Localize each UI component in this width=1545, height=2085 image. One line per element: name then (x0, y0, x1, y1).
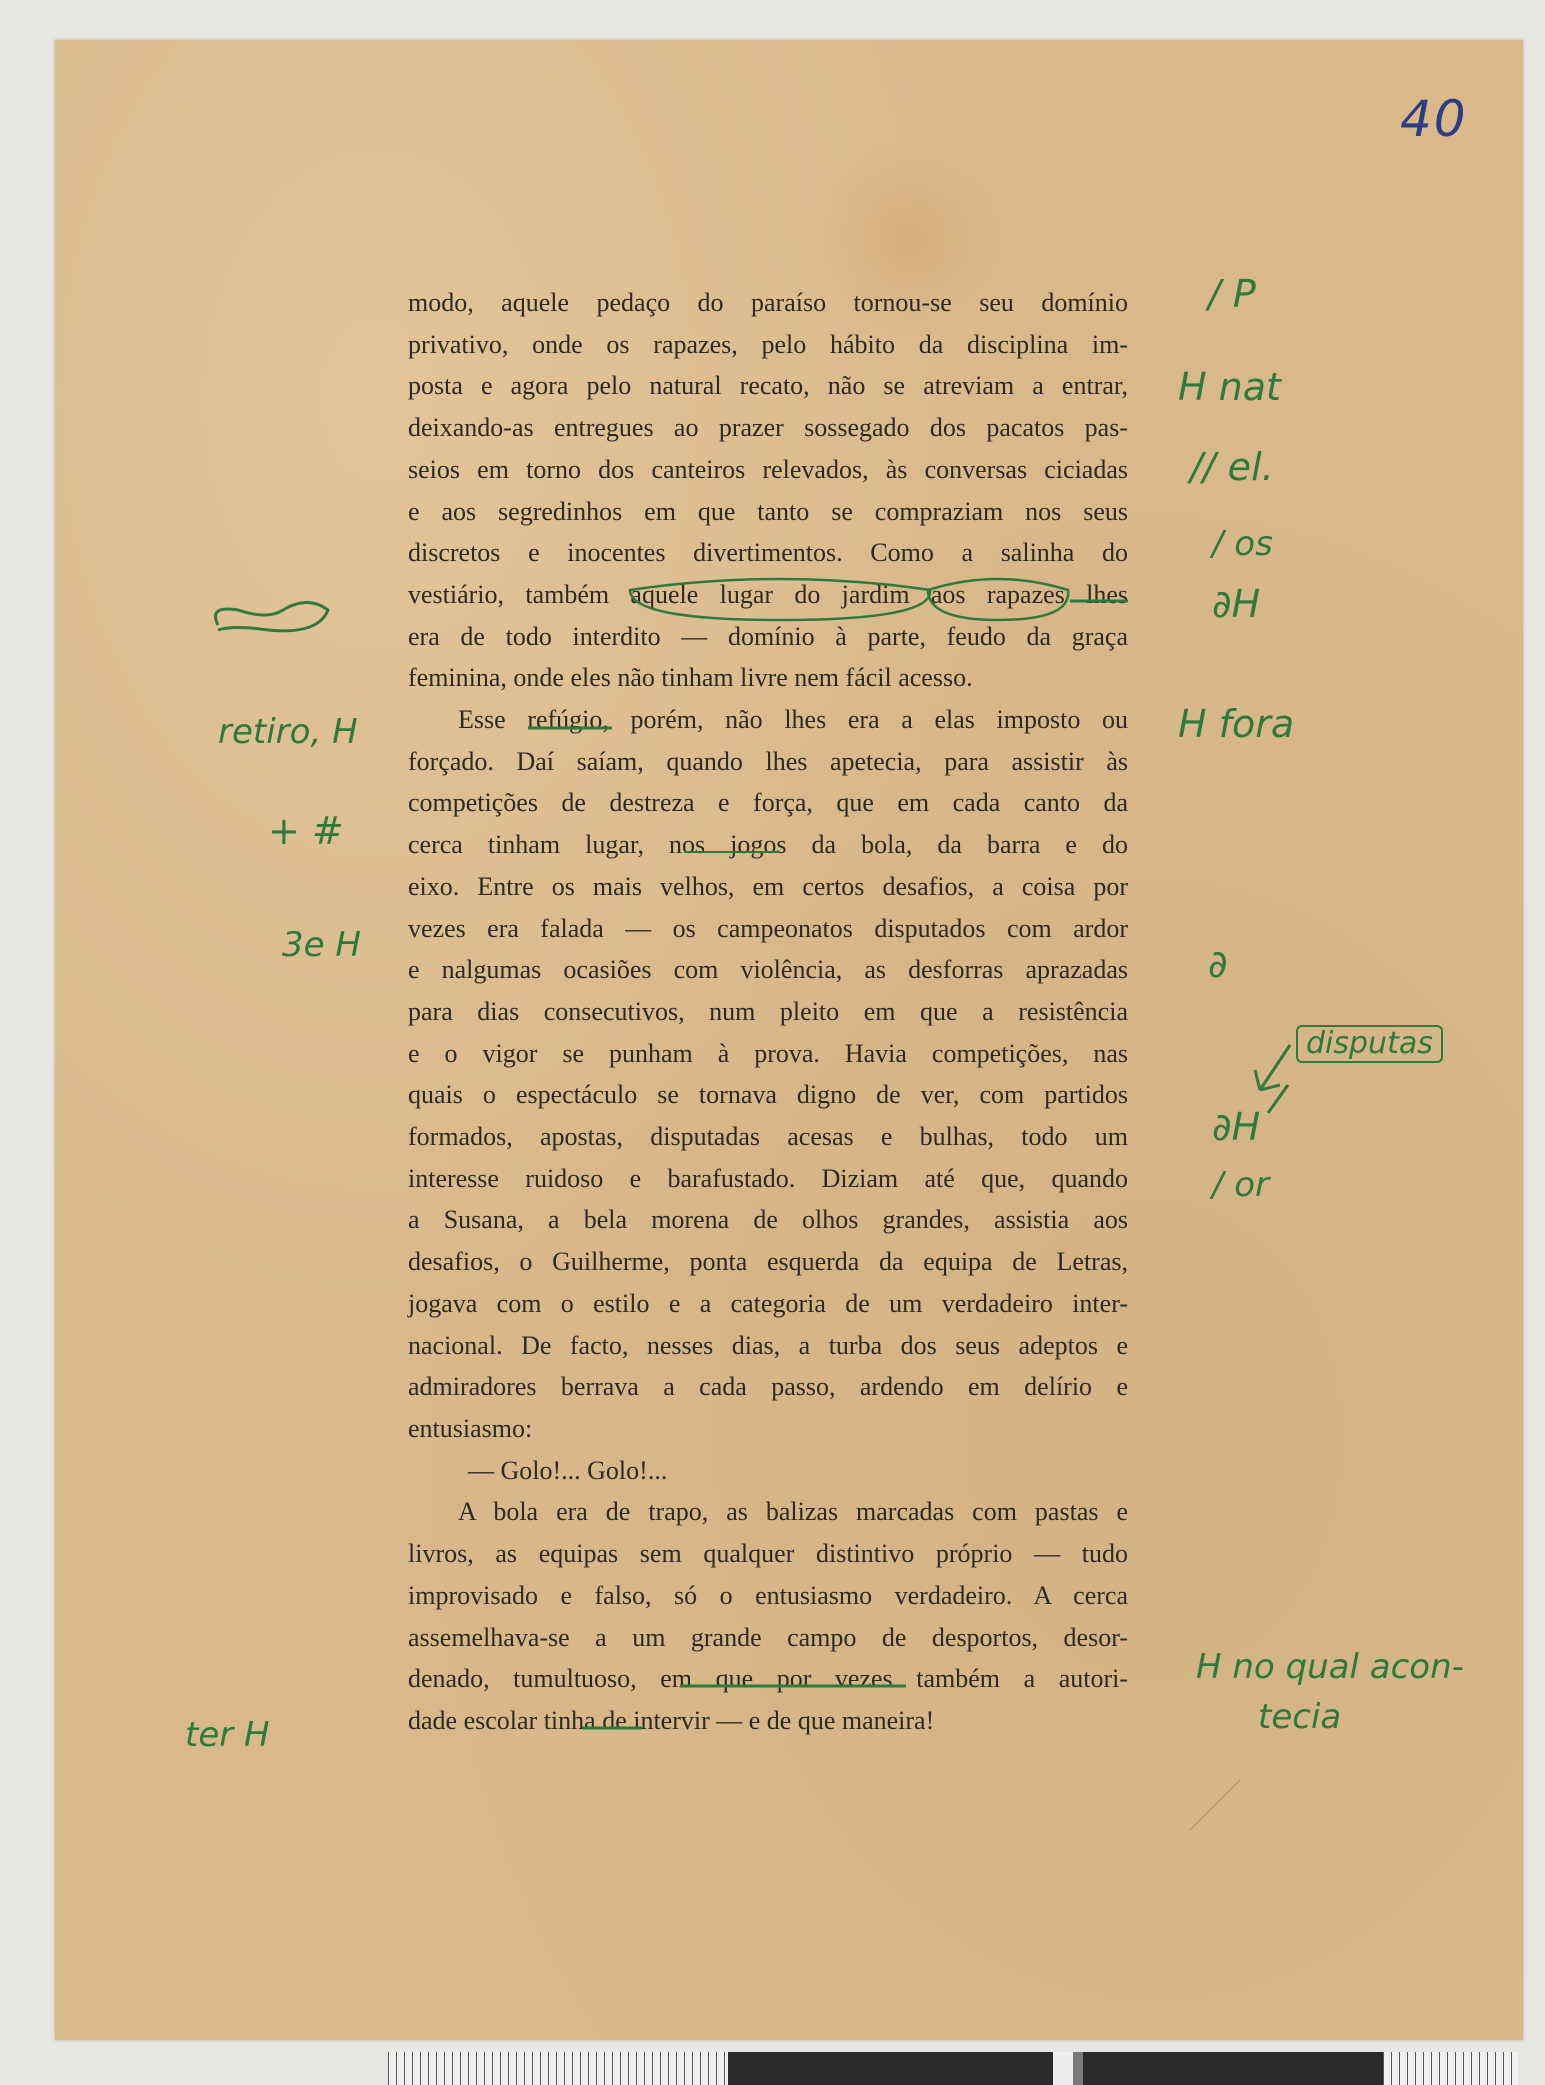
margin-note: H fora (1178, 702, 1295, 746)
margin-note: H nat (1178, 365, 1281, 409)
text-line: e aos segredinhos em que tanto se compraziam nos seus (408, 496, 1128, 526)
margin-note: // el. (1190, 445, 1274, 489)
circle-mark (630, 579, 930, 620)
text-line: deixando-as entregues ao prazer sossegado dos pacatos pas- (408, 413, 1128, 443)
margin-note: ter H (185, 1715, 270, 1755)
text-line: desafios, o Guilherme, ponta esquerda da equipa de Letras, (408, 1247, 1128, 1277)
margin-note-boxed: disputas (1296, 1025, 1443, 1063)
text-line: entusiasmo: (408, 1413, 533, 1443)
text-line: — Golo!... Golo!... (468, 1455, 668, 1485)
scale-ruler (388, 2052, 1518, 2085)
margin-note: ∂ (1208, 942, 1228, 986)
margin-note: + # (268, 809, 344, 853)
text-line: quais o espectáculo se tornava digno de ver, com partidos (408, 1080, 1128, 1110)
text-line: forçado. Daí saíam, quando lhes apetecia, para assistir às (408, 746, 1128, 776)
text-line: e nalgumas ocasiões com violência, as desforras aprazadas (408, 955, 1128, 985)
text-line: a Susana, a bela morena de olhos grandes, assistia aos (408, 1205, 1128, 1235)
ruler-ticks (388, 2052, 728, 2085)
margin-note: / P (1208, 272, 1256, 316)
text-line: A bola era de trapo, as balizas marcadas com pastas e (458, 1497, 1128, 1527)
text-line: Esse refúgio, porém, não lhes era a elas imposto ou (458, 705, 1128, 735)
margin-note: / os (1212, 524, 1273, 564)
text-line: era de todo interdito — domínio à parte, feudo da graça (408, 621, 1128, 651)
text-line: admiradores berrava a cada passo, ardendo em delírio e (408, 1372, 1128, 1402)
arrow-mark (1268, 1085, 1288, 1113)
margin-note: 3e H (282, 925, 361, 965)
ruler-mid-block (1073, 2052, 1083, 2085)
margin-note: tecia (1258, 1697, 1342, 1737)
text-line: posta e agora pelo natural recato, não se atreviam a entrar, (408, 371, 1128, 401)
text-line: seios em torno dos canteiros relevados, às conversas ciciadas (408, 454, 1128, 484)
text-line: discretos e inocentes divertimentos. Como a salinha do (408, 538, 1128, 568)
paper-scratch (1190, 1780, 1240, 1830)
text-line: e o vigor se punham à prova. Havia competições, nas (408, 1038, 1128, 1068)
text-line: formados, apostas, disputadas acesas e bulhas, todo um (408, 1122, 1128, 1152)
ruler-ticks (1383, 2052, 1518, 2085)
text-line: privativo, onde os rapazes, pelo hábito da disciplina im- (408, 329, 1128, 359)
circle-mark (928, 579, 1068, 620)
margin-note: ∂H (1212, 1105, 1261, 1149)
margin-note: / or (1212, 1165, 1270, 1205)
page-number: 40 (1400, 90, 1468, 148)
text-line: dade escolar tinha de intervir — e de que maneira! (408, 1705, 935, 1735)
text-line: cerca tinham lugar, nos jogos da bola, da barra e do (408, 830, 1128, 860)
text-line: eixo. Entre os mais velhos, em certos desafios, a coisa por (408, 871, 1128, 901)
text-line: competições de destreza e força, que em cada canto da (408, 788, 1128, 818)
text-line: improvisado e falso, só o entusiasmo verdadeiro. A cerca (408, 1580, 1128, 1610)
text-line: vezes era falada — os campeonatos disputados com ardor (408, 913, 1128, 943)
text-line: feminina, onde eles não tinham livre nem fácil acesso. (408, 663, 973, 693)
ruler-light-block (1053, 2052, 1073, 2085)
margin-note: ∂H (1212, 582, 1261, 626)
ruler-dark-block (728, 2052, 1053, 2085)
text-line: modo, aquele pedaço do paraíso tornou-se seu domínio (408, 288, 1128, 317)
text-line: vestiário, também aquele lugar do jardim aos rapazes lhes (408, 579, 1128, 609)
transpose-mark (216, 603, 329, 631)
text-line: denado, tumultuoso, em que por vezes também a autori- (408, 1664, 1128, 1694)
text-line: assemelhava-se a um grande campo de desportos, desor- (408, 1622, 1128, 1652)
arrow-mark (1255, 1045, 1290, 1090)
text-line: nacional. De facto, nesses dias, a turba dos seus adeptos e (408, 1330, 1128, 1360)
text-line: interesse ruidoso e barafustado. Diziam até que, quando (408, 1163, 1128, 1193)
margin-note: H no qual acon- (1196, 1647, 1464, 1687)
text-line: para dias consecutivos, num pleito em que a resistência (408, 996, 1128, 1026)
margin-note: retiro, H (218, 712, 358, 752)
text-line: livros, as equipas sem qualquer distintivo próprio — tudo (408, 1539, 1128, 1569)
text-line: jogava com o estilo e a categoria de um verdadeiro inter- (408, 1288, 1128, 1318)
ruler-dark-block (1083, 2052, 1383, 2085)
